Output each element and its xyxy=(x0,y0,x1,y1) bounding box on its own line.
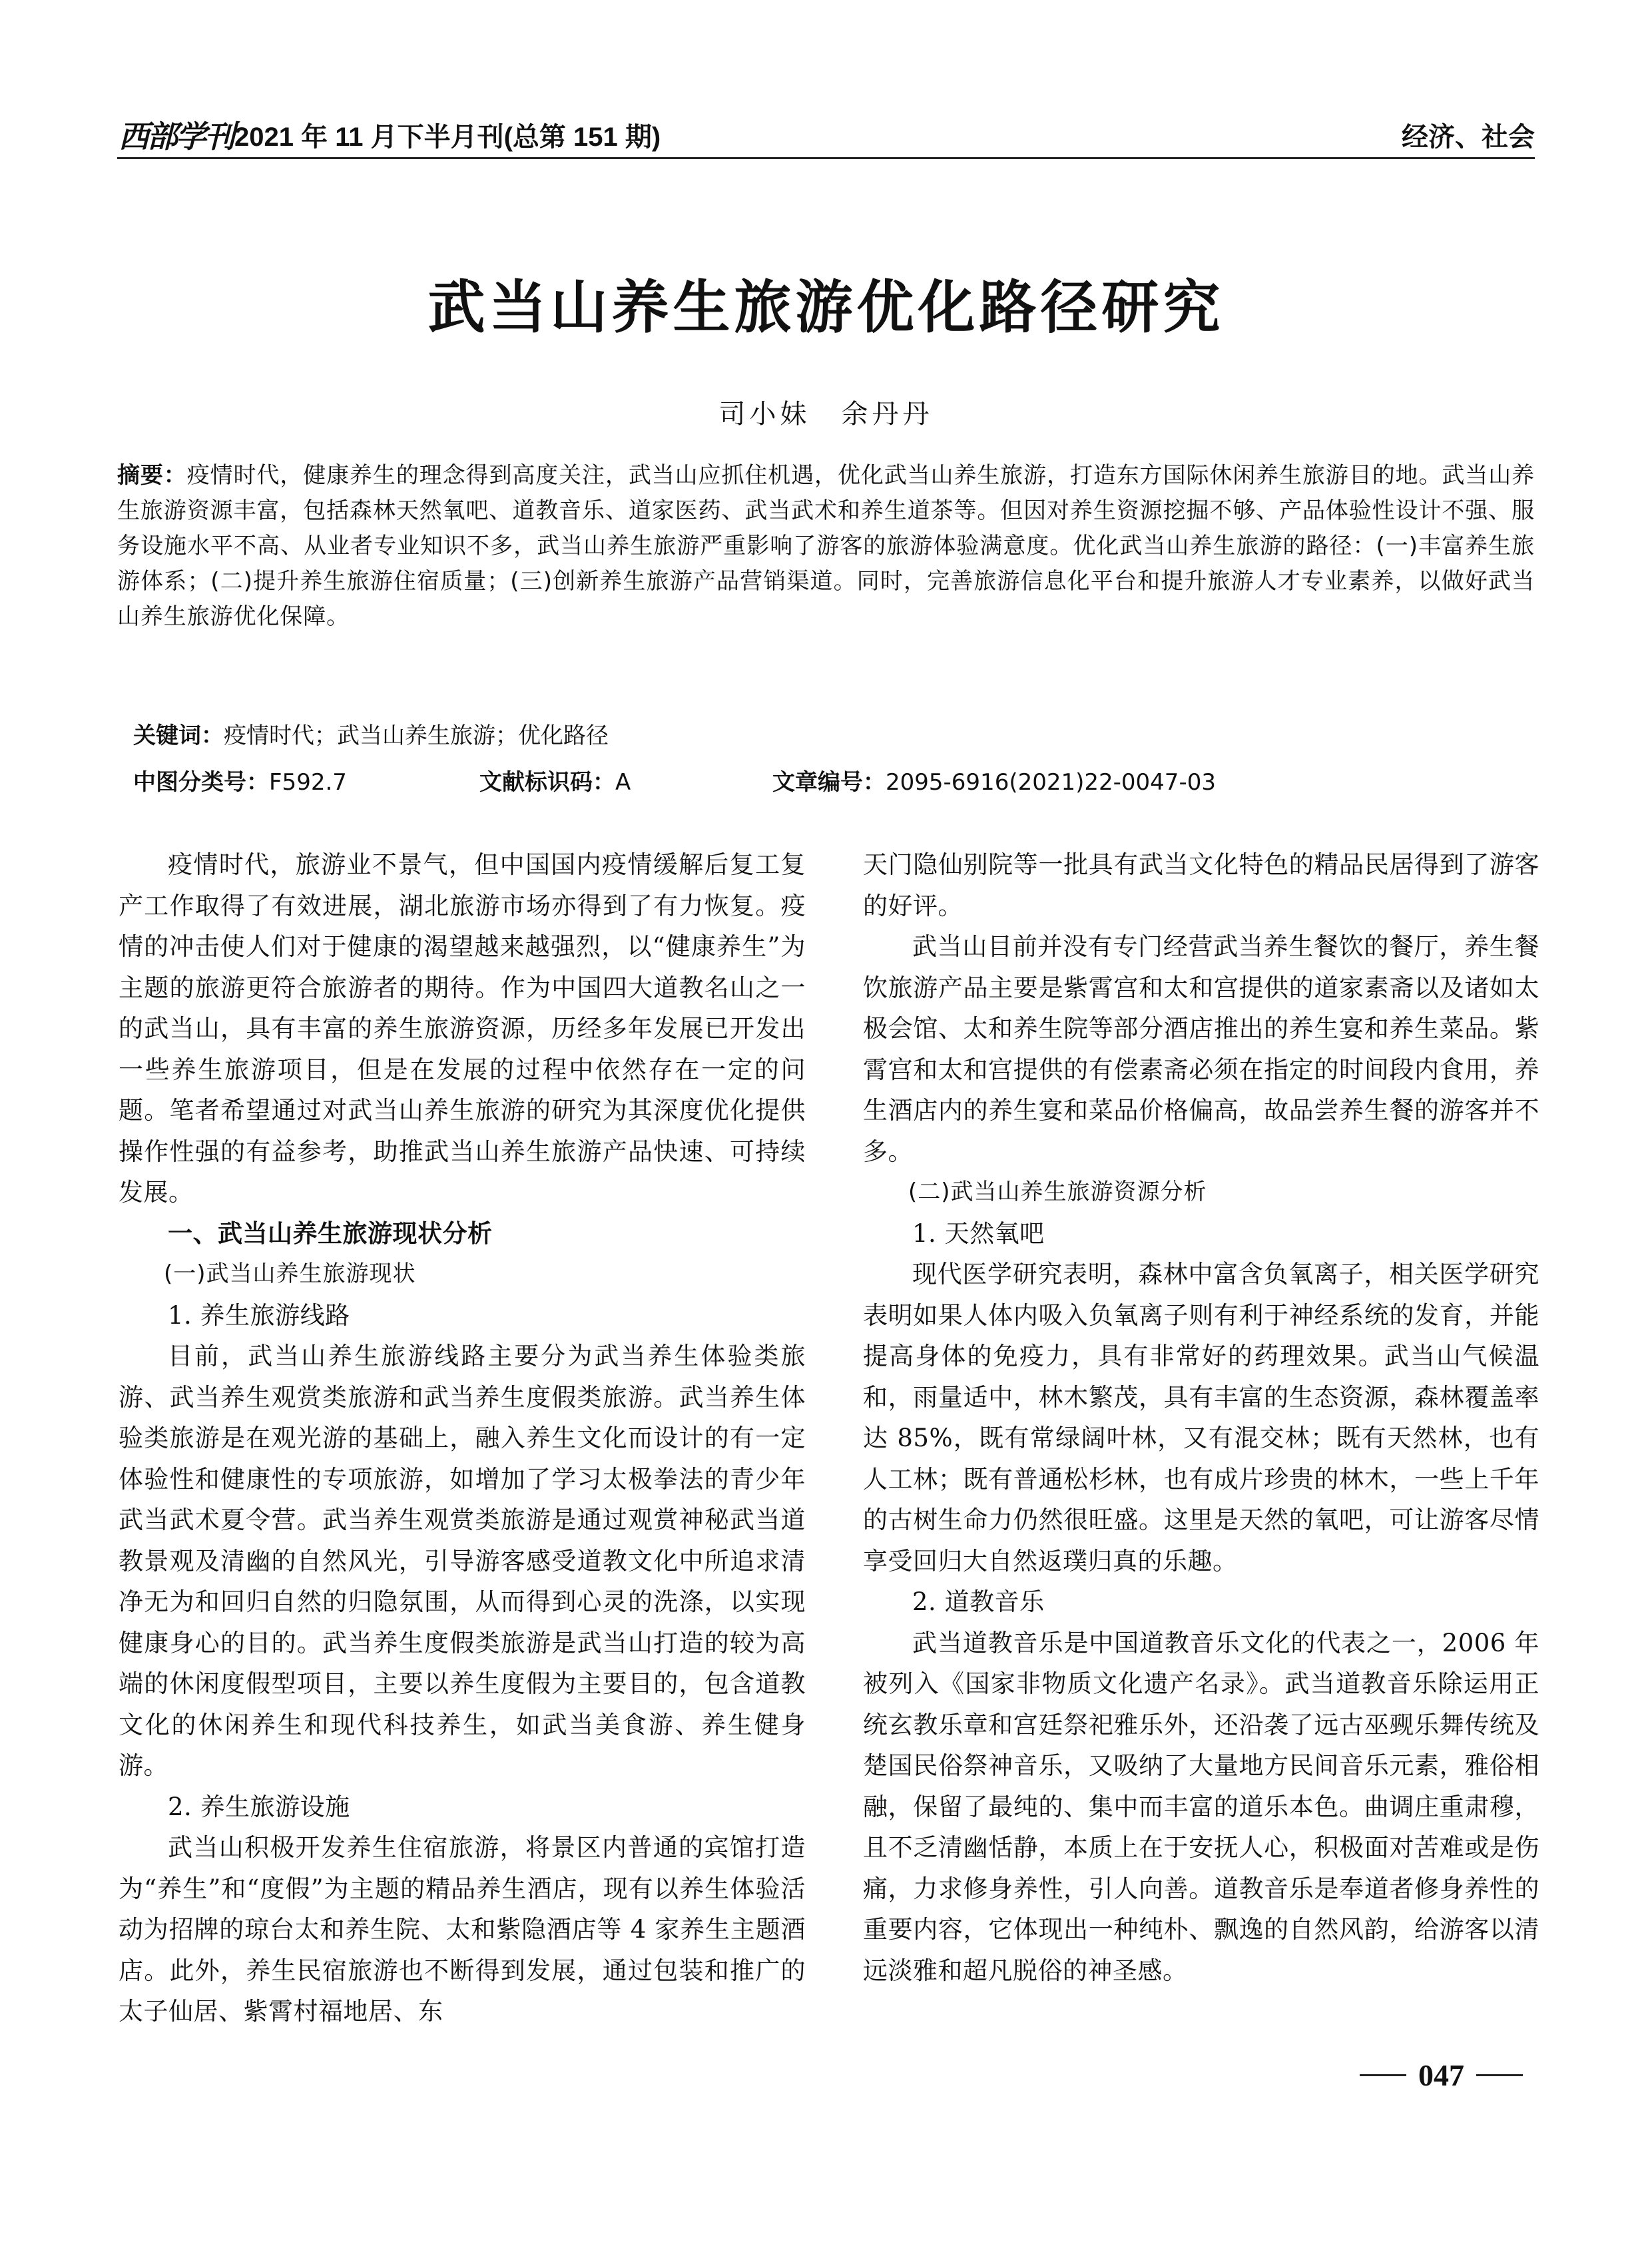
running-header xyxy=(119,115,661,154)
page-number-dash xyxy=(1360,2074,1406,2076)
classification-line xyxy=(133,766,1535,799)
header-rule xyxy=(117,157,1535,159)
clc-value: F592.7 xyxy=(269,769,347,796)
keywords-text: 疫情时代；武当山养生旅游；优化路径 xyxy=(224,722,609,749)
left-column xyxy=(119,844,806,2032)
article-no-value: 2095-6916(2021)22-0047-03 xyxy=(886,769,1216,796)
article-title: 武当山养生旅游优化路径研究 xyxy=(427,274,1225,341)
paragraph: 目前，武当山养生旅游线路主要分为武当养生体验类旅游、武当养生观赏类旅游和武当养生度假类旅游。武当养生体验类旅游是在观光游的基础上，融入养生文化而设计的有一定体验性和健康性的专项旅游，如增加了学习太极拳法的青少年武当武术夏令营。武当养生观赏类旅游是通过观赏神秘武当道教景观及清幽的自然风光，引导游客感受道教文化中所追求清净无为和回归自然的归隐氛围，从而得到心灵的洗涤，以实现健康身心的目的。武当养生度假类旅游是武当山打造的较为高端的休闲度假型项目，主要以养生度假为主要目的，包含道教文化的休闲养生和现代科技养生，如武当美食游、养生健身游。 xyxy=(119,1342,806,1780)
paragraph: 武当道教音乐是中国道教音乐文化的代表之一，2006 年被列入《国家非物质文化遗产名录》。武当道教音乐除运用正统玄教乐章和宫廷祭祀雅乐外，还沿袭了远古巫觋乐舞传统及楚国民俗祭神音乐，又吸纳了大量地方民间音乐元素，雅俗相融，保留了最纯的、集中而丰富的道乐本色。曲调庄重肃穆，且不乏清幽恬静，本质上在于安抚人心，积极面对苦难或是伤痛，力求修身养性，引人向善。道教音乐是奉道者修身养性的重要内容，它体现出一种纯朴、飘逸的自然风韵，给游客以清远淡雅和超凡脱俗的神圣感。 xyxy=(863,1628,1539,1985)
page-number-text: 047 xyxy=(1418,2058,1464,2092)
authors: 司小妹 余丹丹 xyxy=(718,399,934,429)
keywords xyxy=(133,719,1535,752)
subsubsection-heading: 2. 养生旅游设施 xyxy=(168,1792,350,1821)
subsection-heading: (二)武当山养生旅游资源分析 xyxy=(908,1179,1207,1205)
abstract-label: 摘要： xyxy=(117,463,187,488)
section-label: 经济、社会 xyxy=(1402,122,1535,152)
issue-info: 2021 年 11 月下半月刊(总第 151 期) xyxy=(234,122,661,152)
page-number-dash xyxy=(1476,2074,1523,2076)
subsubsection-heading: 1. 养生旅游线路 xyxy=(168,1300,350,1330)
subsubsection-heading: 1. 天然氧吧 xyxy=(912,1219,1045,1248)
keywords-label: 关键词： xyxy=(133,723,224,748)
paragraph: 天门隐仙别院等一批具有武当文化特色的精品民居得到了游客的好评。 xyxy=(863,850,1539,920)
doc-code-value: A xyxy=(615,769,631,796)
paragraph: 现代医学研究表明，森林中富含负氧离子，相关医学研究表明如果人体内吸入负氧离子则有利于神经系统的发育，并能提高身体的免疫力，具有非常好的药理效果。武当山气候温和，雨量适中，林木繁茂，具有丰富的生态资源，森林覆盖率达 85%，既有常绿阔叶林，又有混交林；既有天然林，也有人工林；既有普通松杉林，也有成片珍贵的林木，一些上千年的古树生命力仍然很旺盛。这里是天然的氧吧，可让游客尽情享受回归大自然返璞归真的乐趣。 xyxy=(863,1260,1539,1575)
subsection-heading: (一)武当山养生旅游现状 xyxy=(164,1261,416,1287)
section-heading: 一、武当山养生旅游现状分析 xyxy=(168,1219,493,1247)
paragraph: 武当山目前并没有专门经营武当养生餐饮的餐厅，养生餐饮旅游产品主要是紫霄宫和太和宫提供的道家素斋以及诸如太极会馆、太和养生院等部分酒店推出的养生宴和养生菜品。紫霄宫和太和宫提供的有偿素斋必须在指定的时间段内食用，养生酒店内的养生宴和菜品价格偏高，故品尝养生餐的游客并不多。 xyxy=(863,932,1539,1166)
doc-code-label: 文献标识码： xyxy=(479,770,615,795)
right-column xyxy=(863,844,1539,1991)
abstract xyxy=(117,458,1535,635)
journal-logo: 西部学刊 xyxy=(119,119,233,154)
clc-label: 中图分类号： xyxy=(133,770,269,795)
paragraph: 武当山积极开发养生住宿旅游，将景区内普通的宾馆打造为“养生”和“度假”为主题的精品养生酒店，现有以养生体验活动为招牌的琼台太和养生院、太和紫隐酒店等 4 家养生主题酒店。此外，养生民宿旅游也不断得到发展，通过包装和推广的太子仙居、紫霄村福地居、东 xyxy=(119,1833,806,2026)
subsubsection-heading: 2. 道教音乐 xyxy=(912,1587,1045,1616)
article-no-label: 文章编号： xyxy=(772,770,886,795)
paragraph: 疫情时代，旅游业不景气，但中国国内疫情缓解后复工复产工作取得了有效进展，湖北旅游市场亦得到了有力恢复。疫情的冲击使人们对于健康的渴望越来越强烈，以“健康养生”为主题的旅游更符合旅游者的期待。作为中国四大道教名山之一的武当山，具有丰富的养生旅游资源，历经多年发展已开发出一些养生旅游项目，但是在发展的过程中依然存在一定的问题。笔者希望通过对武当山养生旅游的研究为其深度优化提供操作性强的有益参考，助推武当山养生旅游产品快速、可持续发展。 xyxy=(119,850,806,1207)
page-number xyxy=(1348,2058,1535,2093)
abstract-text: 疫情时代，健康养生的理念得到高度关注，武当山应抓住机遇，优化武当山养生旅游，打造东方国际休闲养生旅游目的地。武当山养生旅游资源丰富，包括森林天然氧吧、道教音乐、道家医药、武当武术和养生道茶等。但因对养生资源挖掘不够、产品体验性设计不强、服务设施水平不高、从业者专业知识不多，武当山养生旅游严重影响了游客的旅游体验满意度。优化武当山养生旅游的路径：(一)丰富养生旅游体系；(二)提升养生旅游住宿质量；(三)创新养生旅游产品营销渠道。同时，完善旅游信息化平台和提升旅游人才专业素养，以做好武当山养生旅游优化保障。 xyxy=(117,462,1535,630)
